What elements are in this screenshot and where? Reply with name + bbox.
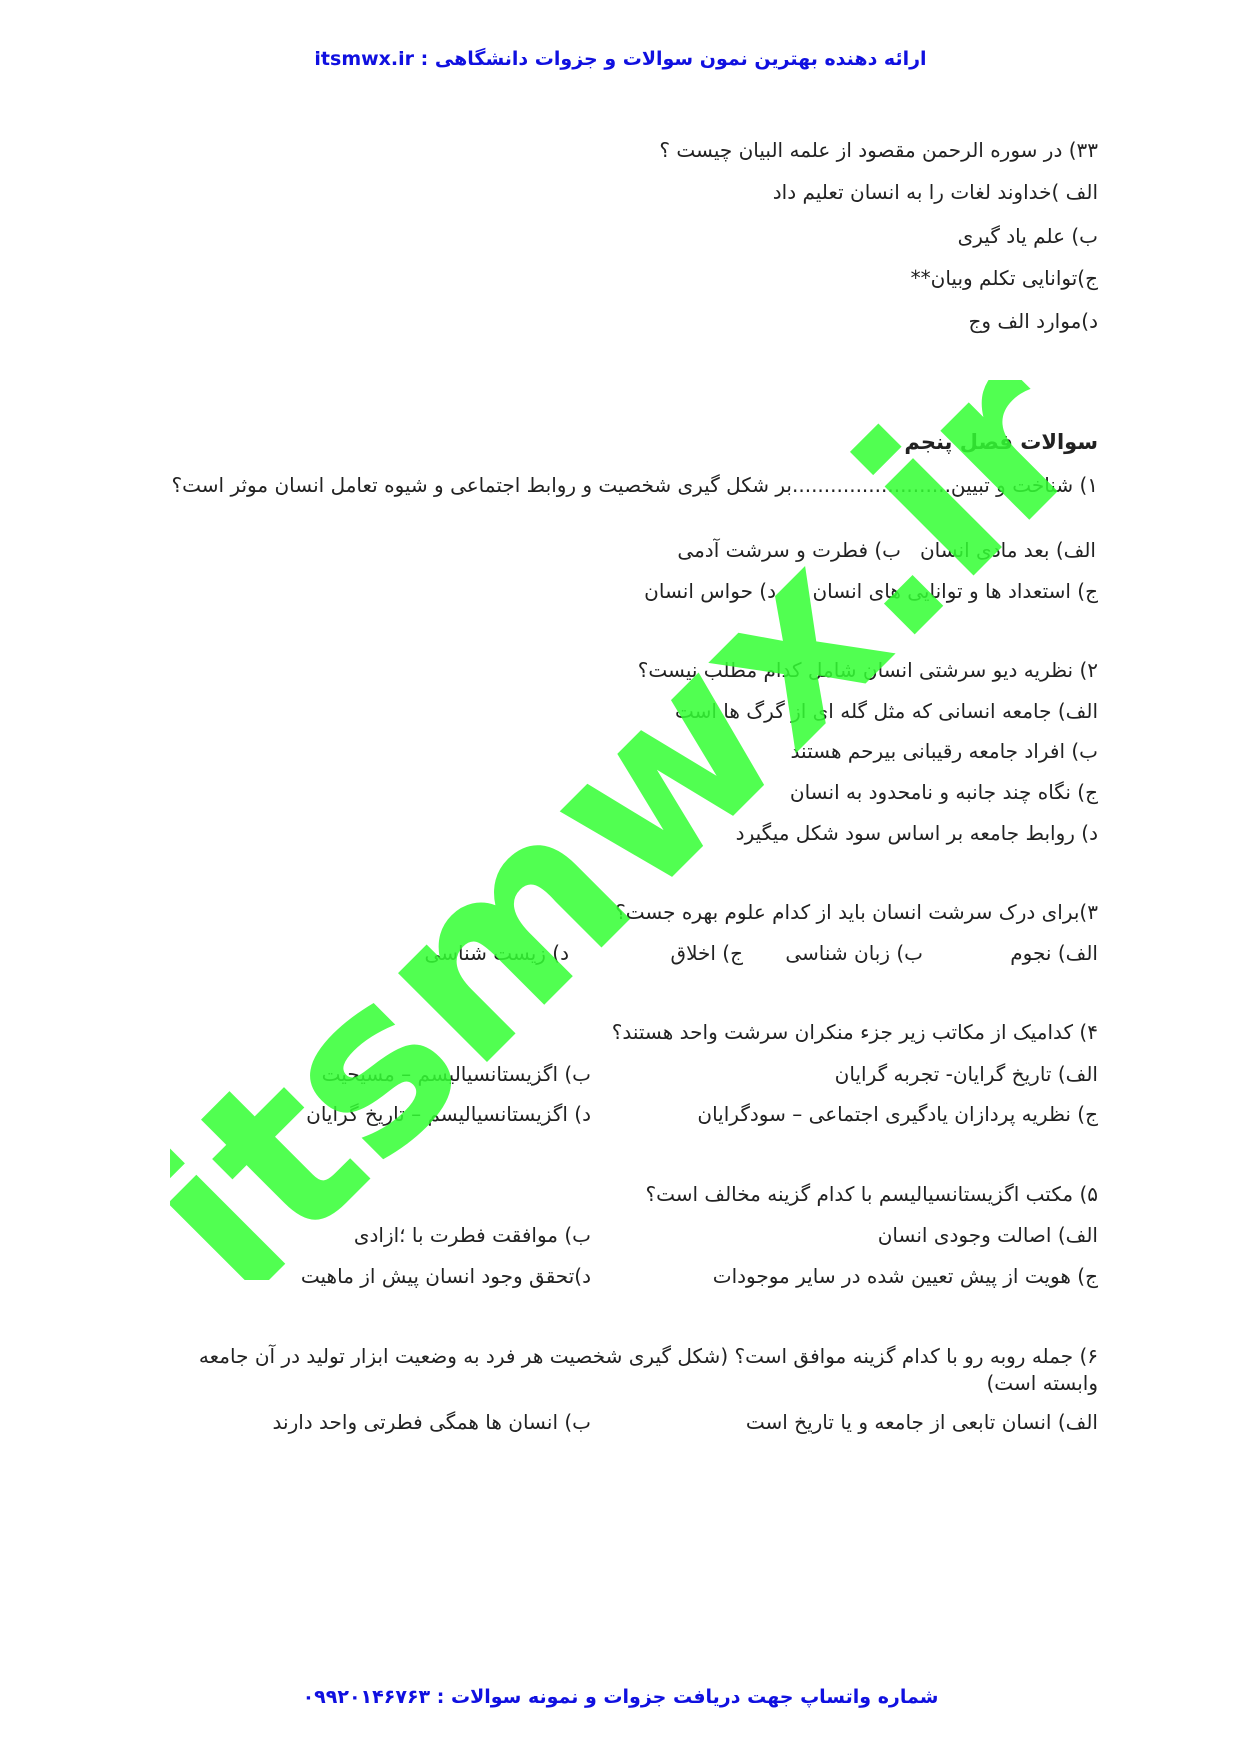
- q6-option-b: ب) انسان ها همگی فطرتی واحد دارند: [272, 1410, 591, 1434]
- section-title: سوالات فصل پنجم: [904, 430, 1098, 454]
- watermark-text: itsmwx.ir: [170, 380, 1070, 1280]
- q5-stem: ۵) مکتب اگزیستانسیالیسم با کدام گزینه مخالف است؟: [645, 1182, 1098, 1206]
- q4-option-b: ب) اگزیستانسیالیسم – مسیحیت: [321, 1062, 591, 1086]
- q4-option-d: د) اگزیستانسیالیسم – تاریخ گرایان: [306, 1102, 591, 1126]
- page-footer: شماره واتساپ جهت دریافت جزوات و نمونه سوالات : ۰۹۹۲۰۱۴۶۷۶۳: [302, 1686, 939, 1708]
- q33-option-d: د)موارد الف وج: [968, 309, 1098, 333]
- q5-option-d: د)تحقق وجود انسان پیش از ماهیت: [300, 1264, 591, 1288]
- q2-option-a: الف) جامعه انسانی که مثل گله ای از گرگ ها است: [674, 699, 1098, 723]
- q5-option-b: ب) موافقت فطرت با ؛ازادی: [353, 1223, 591, 1247]
- q4-option-c: ج) نظریه پردازان یادگیری اجتماعی – سودگرایان: [697, 1102, 1098, 1126]
- q3-option-d: د) زیست شناسی: [424, 941, 569, 965]
- q1-option-c: ج) استعداد ها و توانایی های انسان: [812, 579, 1098, 603]
- q5-option-a: الف) اصالت وجودی انسان: [877, 1223, 1098, 1247]
- q5-option-c: ج) هویت از پیش تعیین شده در سایر موجودات: [712, 1264, 1098, 1288]
- q1-option-a: الف) بعد مادی انسان: [919, 538, 1096, 562]
- q33-option-b: ب) علم یاد گیری: [957, 224, 1098, 248]
- q2-stem: ۲) نظریه دیو سرشتی انسان شامل کدام مطلب نیست؟: [637, 658, 1098, 682]
- q2-option-d: د) روابط جامعه بر اساس سود شکل میگیرد: [735, 821, 1098, 845]
- q3-option-c: ج) اخلاق: [670, 941, 743, 965]
- q2-option-c: ج) نگاه چند جانبه و نامحدود به انسان: [789, 780, 1098, 804]
- q2-option-b: ب) افراد جامعه رقیبانی بیرحم هستند: [790, 739, 1098, 763]
- q3-option-b: ب) زبان شناسی: [785, 941, 923, 965]
- q1-stem: ۱) شناخت و تبیین.........................بر شکل گیری شخصیت و روابط اجتماعی و شیوه تعامل انسان موثر است؟: [171, 473, 1098, 497]
- q3-stem: ۳)برای درک سرشت انسان باید از کدام علوم بهره جست؟: [615, 900, 1098, 924]
- page-header: ارائه دهنده بهترین نمون سوالات و جزوات دانشگاهی : itsmwx.ir: [314, 48, 927, 70]
- q33-stem: ۳۳) در سوره الرحمن مقصود از علمه البیان چیست ؟: [659, 138, 1098, 162]
- q1-option-d: د) حواس انسان: [644, 579, 776, 603]
- q6-option-a: الف) انسان تابعی از جامعه و یا تاریخ است: [745, 1410, 1098, 1434]
- q4-option-a: الف) تاریخ گرایان- تجربه گرایان: [834, 1062, 1098, 1086]
- q33-option-a: الف )خداوند لغات را به انسان تعلیم داد: [772, 180, 1098, 204]
- q3-option-a: الف) نجوم: [1010, 941, 1098, 965]
- q4-stem: ۴) کدامیک از مکاتب زیر جزء منکران سرشت واحد هستند؟: [611, 1020, 1098, 1044]
- q33-option-c: ج)توانایی تکلم وبیان**: [910, 266, 1098, 290]
- q1-option-b: ب) فطرت و سرشت آدمی: [677, 538, 901, 562]
- q6-stem: ۶) جمله روبه رو با کدام گزینه موافق است؟ (شکل گیری شخصیت هر فرد به وضعیت ابزار تولید در آن جامعه وابسته است): [198, 1344, 1098, 1395]
